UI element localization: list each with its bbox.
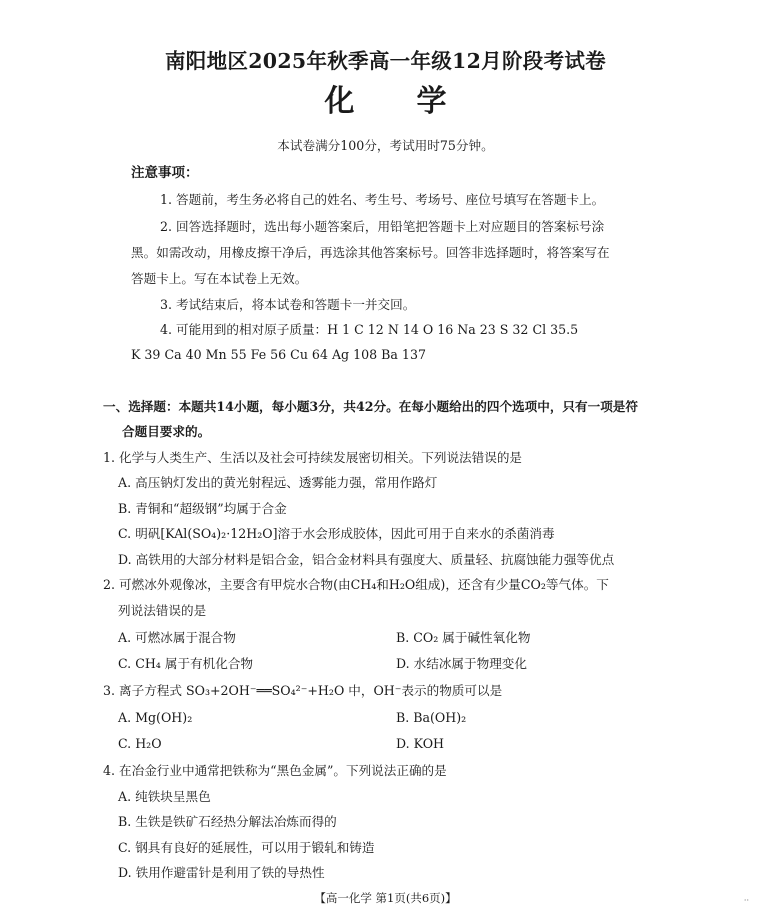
notice-heading: 注意事项： [131,165,199,181]
section-heading-cont: 合题目要求的。 [122,424,211,439]
q3-option-d: D. KOH [396,736,445,751]
notice-line: 3. 考试结束后，将本试卷和答题卡一并交回。 [160,297,416,312]
q2-option-b: B. CO₂ 属于碱性氧化物 [396,630,531,645]
question-1-stem: 1. 化学与人类生产、生活以及社会可持续发展密切相关。下列说法错误的是 [103,450,523,465]
q4-option-d: D. 铁用作避雷针是利用了铁的导热性 [118,865,325,880]
corner-mark: ·· [743,896,749,905]
page-footer: 【高一化学 第1页(共6页)】 [314,891,457,905]
q3-option-a: A. Mg(OH)₂ [118,710,193,725]
q2-option-d: D. 水结冰属于物理变化 [396,656,527,671]
notice-line: 黑。如需改动，用橡皮擦干净后，再选涂其他答案标号。回答非选择题时，将答案写在 [131,245,610,260]
notice-line: 4. 可能用到的相对原子质量：H 1 C 12 N 14 O 16 Na 23 S 32 Cl 35.5 [160,322,579,337]
q2-option-c: C. CH₄ 属于有机化合物 [118,656,254,671]
q3-option-b: B. Ba(OH)₂ [396,710,467,725]
q2-option-a: A. 可燃冰属于混合物 [118,630,236,645]
question-3-stem: 3. 离子方程式 SO₃+2OH⁻══SO₄²⁻+H₂O 中，OH⁻表示的物质可以是 [103,683,503,698]
notice-line: 2. 回答选择题时，选出每小题答案后，用铅笔把答题卡上对应题目的答案标号涂 [160,219,605,234]
intro-text: 本试卷满分100分，考试用时75分钟。 [277,138,494,153]
notice-line: 答题卡上。写在本试卷上无效。 [131,271,308,286]
exam-title: 南阳地区2025年秋季高一年级12月阶段考试卷 [165,49,606,73]
q3-option-c: C. H₂O [118,736,162,751]
q4-option-c: C. 钢具有良好的延展性，可以用于锻轧和铸造 [118,840,375,855]
notice-line: 1. 答题前，考生务必将自己的姓名、考生号、考场号、座位号填写在答题卡上。 [160,192,605,207]
q1-option-c: C. 明矾[KAl(SO₄)₂·12H₂O]溶于水会形成胶体，因此可用于自来水的杀菌消毒 [118,526,555,541]
q1-option-d: D. 高铁用的大部分材料是铝合金，铝合金材料具有强度大、质量轻、抗腐蚀能力强等优点 [118,552,615,567]
question-4-stem: 4. 在冶金行业中通常把铁称为“黑色金属”。下列说法正确的是 [103,763,447,778]
q1-option-b: B. 青铜和“超级钢”均属于合金 [118,501,287,516]
section-heading: 一、选择题：本题共14小题，每小题3分，共42分。在每小题给出的四个选项中，只有一项是符 [103,399,638,414]
question-2-stem-cont: 列说法错误的是 [118,603,207,618]
q4-option-a: A. 纯铁块呈黑色 [118,789,211,804]
q1-option-a: A. 高压钠灯发出的黄光射程远、透雾能力强，常用作路灯 [118,475,438,490]
question-2-stem: 2. 可燃冰外观像冰，主要含有甲烷水合物(由CH₄和H₂O组成)，还含有少量CO₂等气体。下 [103,577,609,592]
q4-option-b: B. 生铁是铁矿石经热分解法冶炼而得的 [118,814,337,829]
subject-title: 化学 [324,84,509,119]
notice-line: K 39 Ca 40 Mn 55 Fe 56 Cu 64 Ag 108 Ba 137 [131,347,426,362]
